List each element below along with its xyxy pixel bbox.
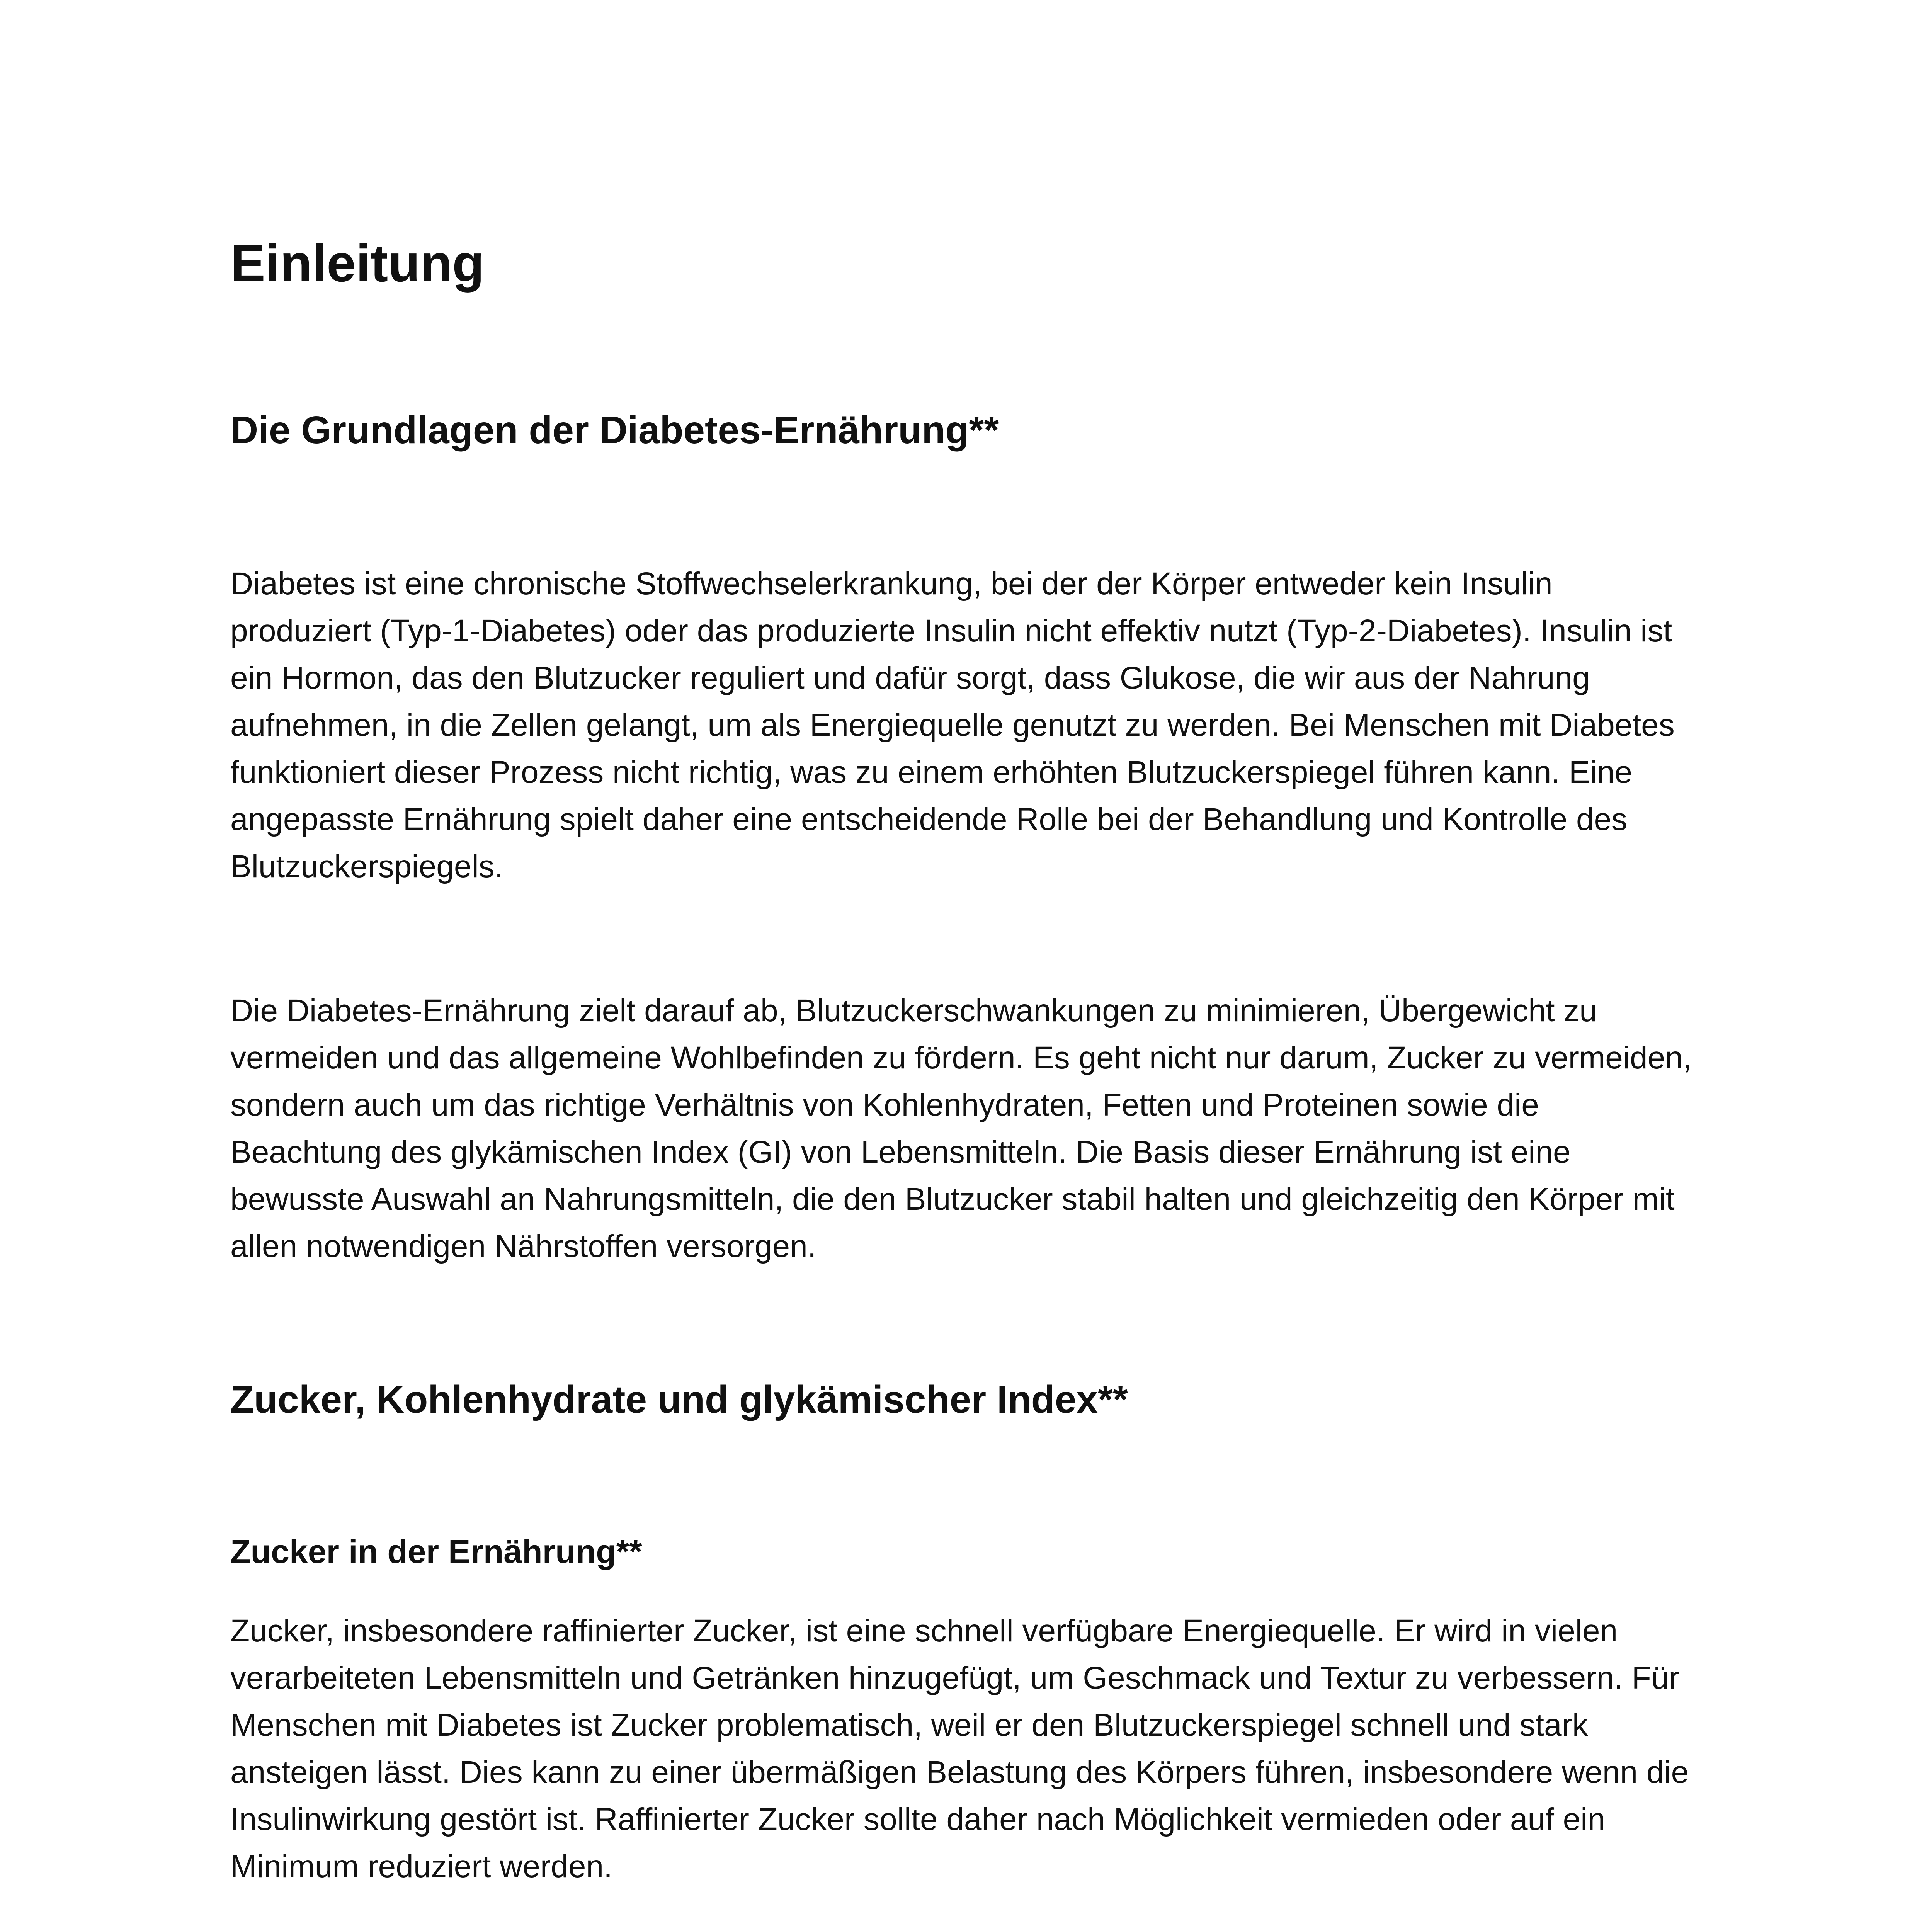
paragraph-sugar-1: Zucker, insbesondere raffinierter Zucker, ist eine schnell verfügbare Energiequelle. Er wird in vielen verarbeiteten Lebensmitteln und Getränken hinzugefügt, um Geschmack und Textur zu verbessern. Für Menschen mit Diabetes ist Zucker problematisch, weil er den Blutzuckerspiegel schnell und stark ansteigen lässt. Dies kann zu einer übermäßigen Belastung des Körpers führen, insbesondere wenn die Insulinwirkung gestört ist. Raffinierter Zucker sollte daher nach Möglichkeit vermieden oder auf ein Minimum reduziert werden. [230,1613,1689,1884]
paragraph-basics-2: Die Diabetes-Ernährung zielt darauf ab, Blutzuckerschwankungen zu minimieren, Übergewicht zu vermeiden und das allgemeine Wohlbefinden zu fördern. Es geht nicht nur darum, Zucker zu vermeiden, sondern auch um das richtige Verhältnis von Kohlenhydraten, Fetten und Proteinen sowie die Beachtung des glykämischen Index (GI) von Lebensmitteln. Die Basis dieser Ernährung ist eine bewusste Auswahl an Nahrungsmitteln, die den Blutzucker stabil halten und gleichzeitig den Körper mit allen notwendigen Nährstoffen versorgen. [230,993,1692,1264]
section-heading-basics: Die Grundlagen der Diabetes-Ernährung** [230,408,999,452]
paragraph-basics-1: Diabetes ist eine chronische Stoffwechselerkrankung, bei der der Körper entweder kein Insulin produziert (Typ-1-Diabetes) oder das produzierte Insulin nicht effektiv nutzt (Typ-2-Diabetes). Insulin ist ein Hormon, das den Blutzucker reguliert und dafür sorgt, dass Glukose, die wir aus der Nahrung aufnehmen, in die Zellen gelangt, um als Energiequelle genutzt zu werden. Bei Menschen mit Diabetes funktioniert dieser Prozess nicht richtig, was zu einem erhöhten Blutzuckerspiegel führen kann. Eine angepasste Ernährung spielt daher eine entscheidende Rolle bei der Behandlung und Kontrolle des Blutzuckerspiegels. [230,566,1675,884]
section-heading-sugar-carbs-gi: Zucker, Kohlenhydrate und glykämischer Index** [230,1378,1128,1421]
chapter-title: Einleitung [230,234,485,293]
subsection-heading-sugar: Zucker in der Ernährung** [230,1533,642,1570]
